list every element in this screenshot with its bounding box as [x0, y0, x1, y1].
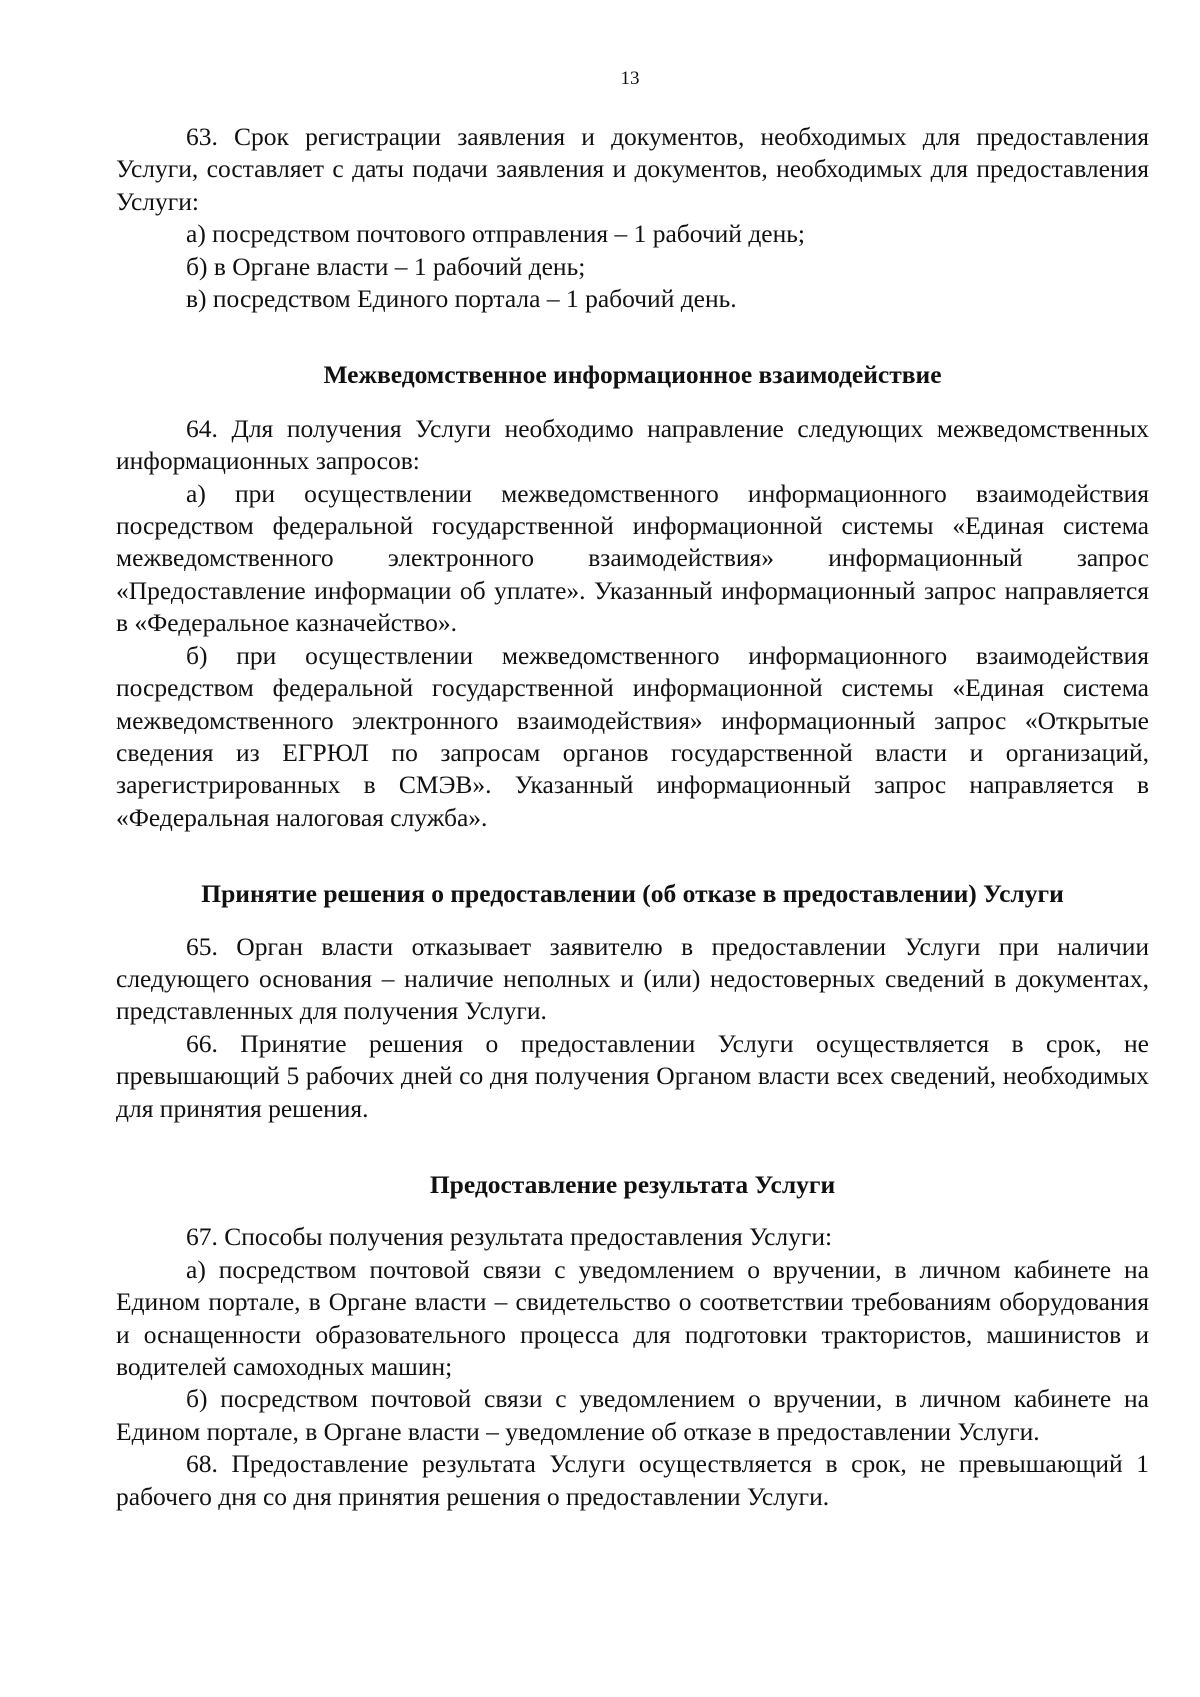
section-heading-interagency: Межведомственное информационное взаимодействие: [323, 360, 942, 390]
paragraph-64-a: а) при осуществлении межведомственного информационного взаимодействия посредством федеральной государственной информационной системы «Единая система межведомственного электронного взаимодействия» информационный запрос «Предоставление информации об уплате». Указанный информационный запрос направляется в «Федеральное казначейство».: [116, 478, 1149, 638]
section-heading-decision: Принятие решения о предоставлении (об отказе в предоставлении) Услуги: [201, 879, 1064, 909]
paragraph-68: 68. Предоставление результата Услуги осуществляется в срок, не превышающий 1 рабочего дня со дня принятия решения о предоставлении Услуги.: [116, 1449, 1149, 1511]
section-heading-result: Предоставление результата Услуги: [429, 1169, 836, 1199]
paragraph-65: 65. Орган власти отказывает заявителю в предоставлении Услуги при наличии следующего основания – наличие неполных и (или) недостоверных сведений в документах, представленных для получения Услуги.: [116, 931, 1149, 1026]
paragraph-64: 64. Для получения Услуги необходимо направление следующих межведомственных информационных запросов:: [116, 413, 1149, 476]
paragraph-63-a: а) посредством почтового отправления – 1 рабочий день;: [186, 219, 805, 249]
paragraph-63-b: б) в Органе власти – 1 рабочий день;: [186, 251, 586, 281]
paragraph-67: 67. Способы получения результата предоставления Услуги:: [186, 1222, 833, 1252]
paragraph-67-b: б) посредством почтовой связи с уведомлением о вручении, в личном кабинете на Едином портале, в Органе власти – уведомление об отказе в предоставлении Услуги.: [116, 1384, 1149, 1446]
document-body: [116, 121, 1149, 1513]
paragraph-66: 66. Принятие решения о предоставлении Услуги осуществляется в срок, не превышающий 5 рабочих дней со дня получения Органом власти всех сведений, необходимых для принятия решения.: [116, 1028, 1149, 1123]
paragraph-63: 63. Срок регистрации заявления и документов, необходимых для предоставления Услуги, составляет с даты подачи заявления и документов, необходимых для предоставления Услуги:: [116, 122, 1149, 216]
paragraph-64-b: б) при осуществлении межведомственного информационного взаимодействия посредством федеральной государственной информационной системы «Единая система межведомственного электронного взаимодействия» информационный запрос «Открытые сведения из ЕГРЮЛ по запросам органов государственной власти и организаций, зарегистрированных в СМЭВ». Указанный информационный запрос направляется в «Федеральная налоговая служба».: [116, 640, 1149, 832]
page-number: 13: [620, 68, 640, 89]
paragraph-67-a: а) посредством почтовой связи с уведомлением о вручении, в личном кабинете на Едином портале, в Органе власти – свидетельство о соответствии требованиям оборудования и оснащенности образовательного процесса для подготовки трактористов, машинистов и водителей самоходных машин;: [116, 1254, 1149, 1381]
paragraph-63-c: в) посредством Единого портала – 1 рабочий день.: [186, 284, 737, 314]
